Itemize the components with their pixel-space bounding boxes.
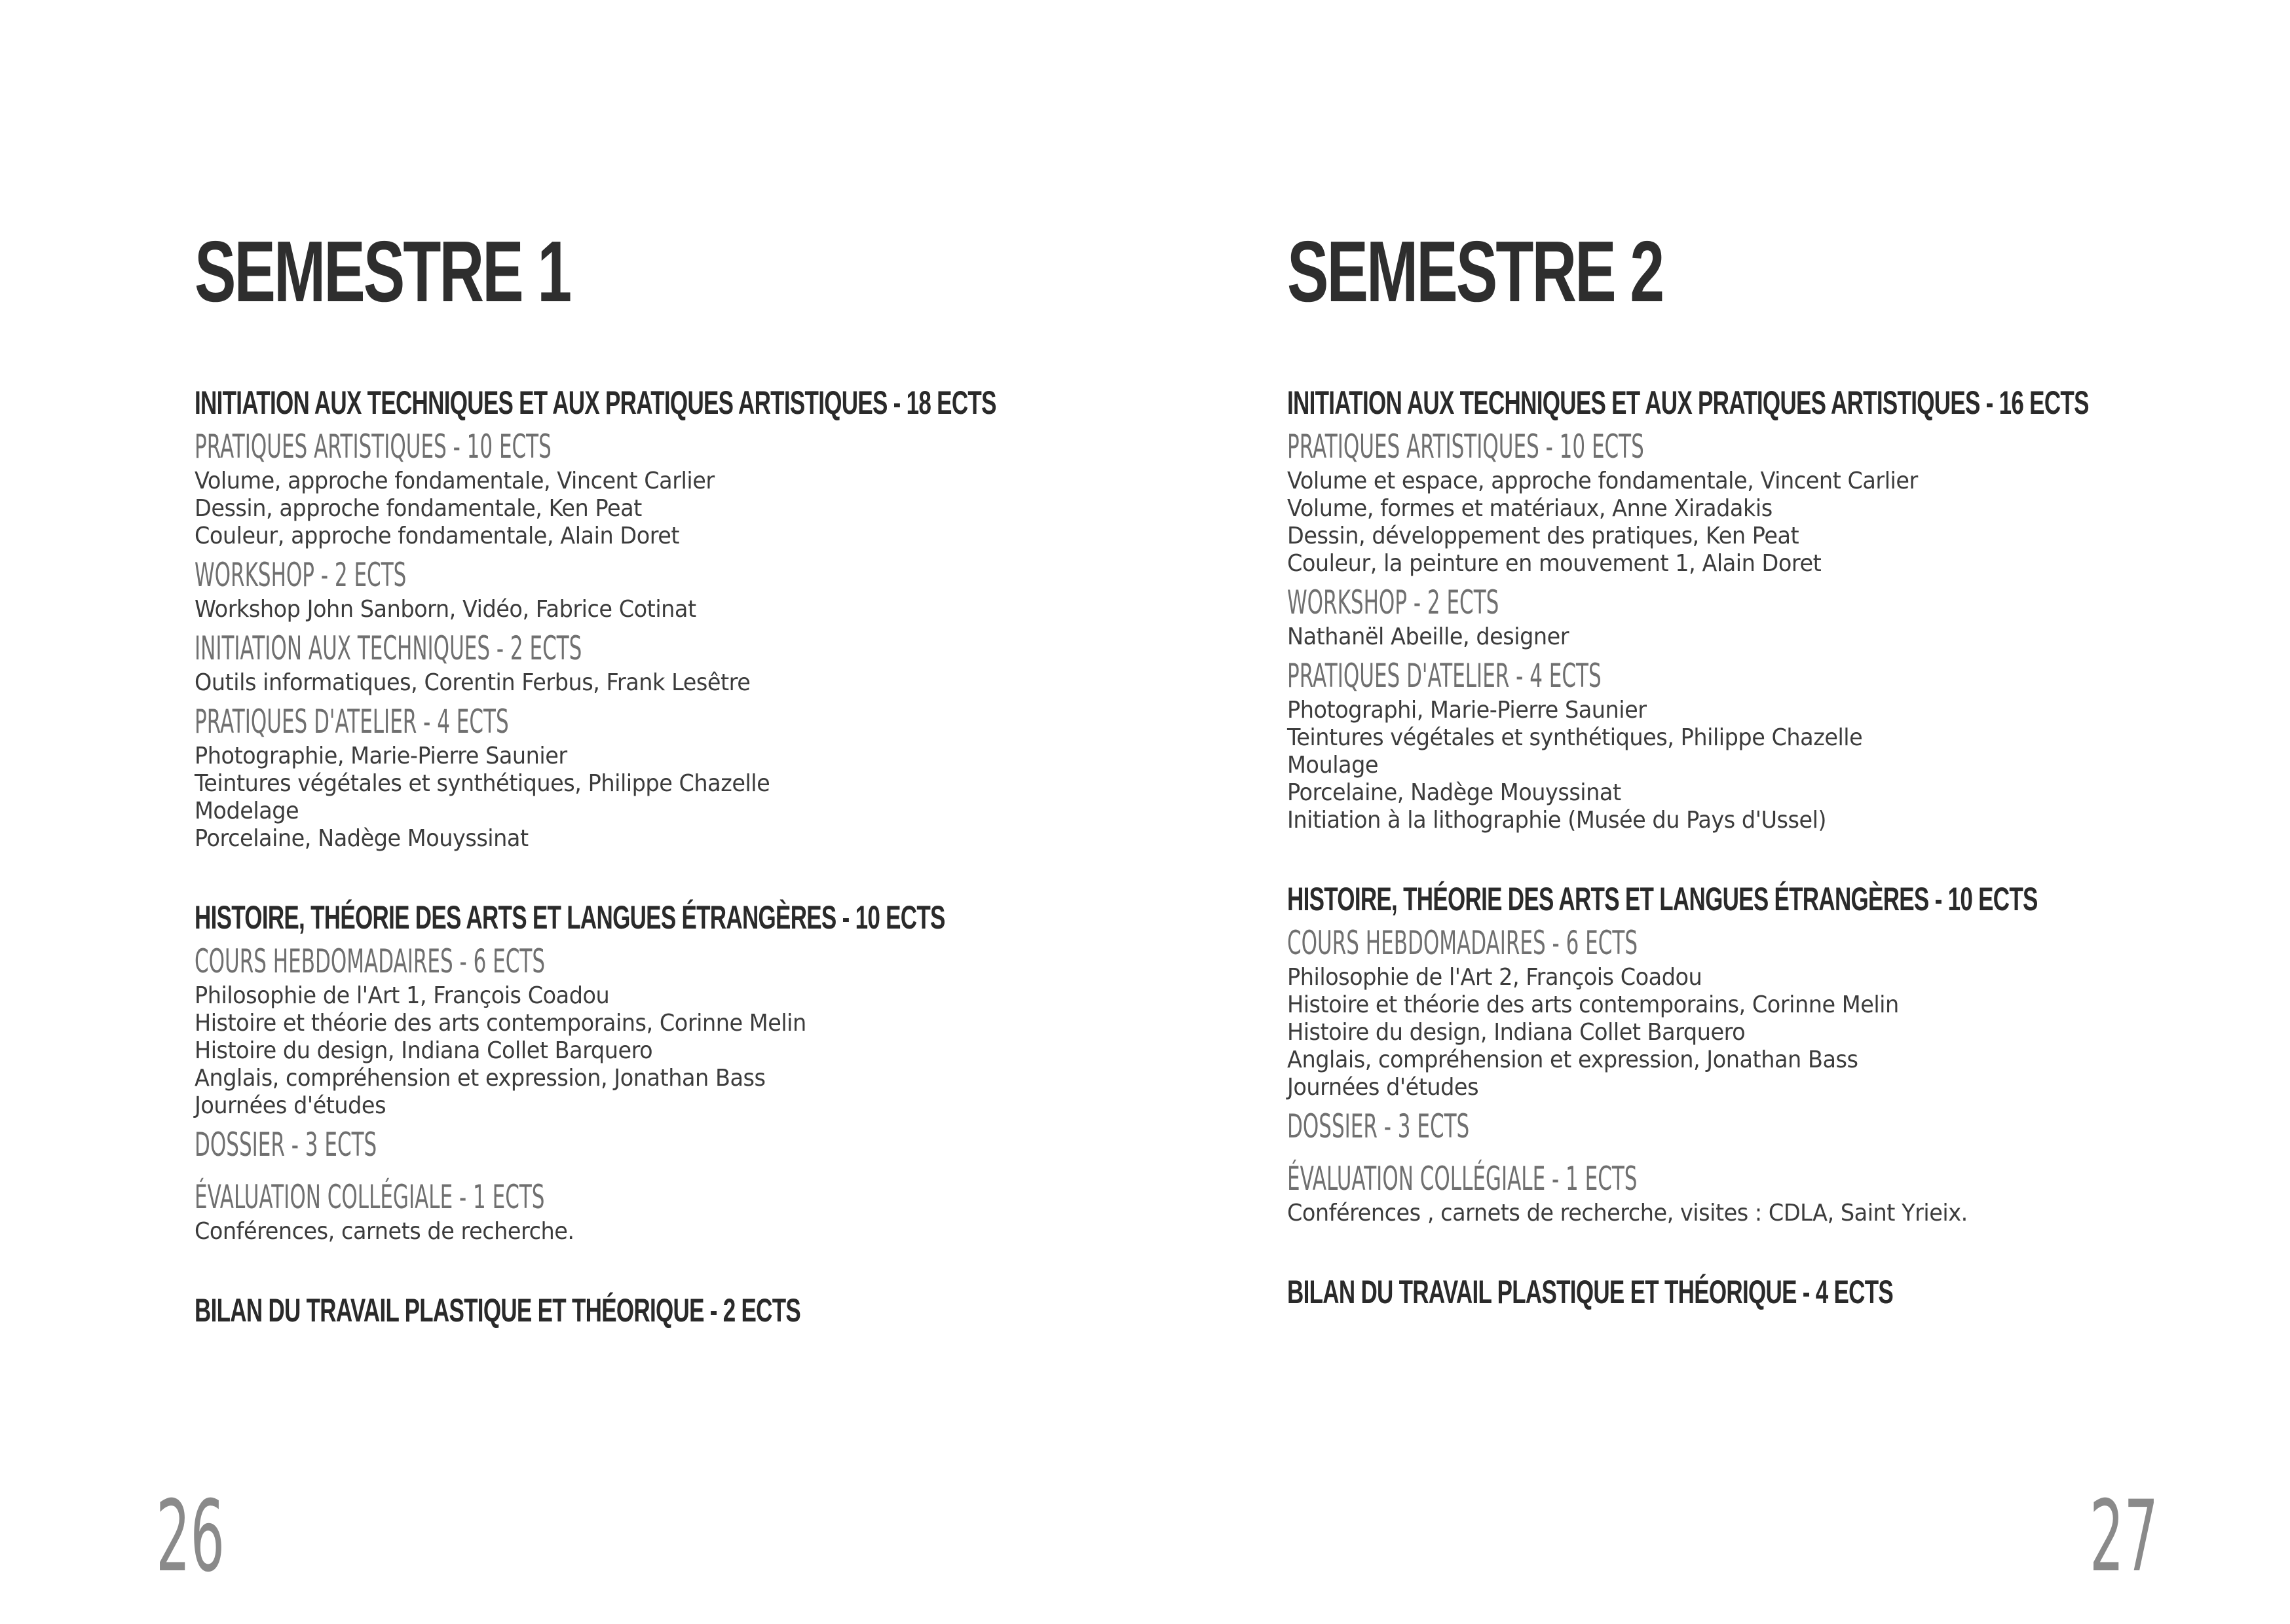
course-block-title: BILAN DU TRAVAIL PLASTIQUE ET THÉORIQUE - 4 ECTS xyxy=(1287,1274,1894,1310)
semester-title: SEMESTRE 1 xyxy=(195,223,571,320)
course-subsection xyxy=(1287,1158,2204,1227)
course-list xyxy=(195,982,1112,1120)
course-item: Teintures végétales et synthétiques, Philippe Chazelle xyxy=(195,770,770,797)
course-item: Porcelaine, Nadège Mouyssinat xyxy=(1287,779,1621,806)
course-item: Couleur, la peinture en mouvement 1, Alain Doret xyxy=(1287,550,1822,577)
subsection-title: PRATIQUES ARTISTIQUES - 10 ECTS xyxy=(195,428,552,466)
course-item: Porcelaine, Nadège Mouyssinat xyxy=(195,825,529,852)
course-item: Histoire du design, Indiana Collet Barquero xyxy=(1287,1019,1746,1046)
course-subsection xyxy=(1287,426,2204,578)
course-item: Conférences, carnets de recherche. xyxy=(195,1218,574,1245)
course-subsection xyxy=(195,1124,1112,1166)
semester-title: SEMESTRE 2 xyxy=(1287,223,1663,320)
course-item: Journées d'études xyxy=(195,1092,386,1119)
course-item: Teintures végétales et synthétiques, Philippe Chazelle xyxy=(1287,724,1863,751)
course-item: Anglais, compréhension et expression, Jonathan Bass xyxy=(195,1065,766,1092)
subsection-title: COURS HEBDOMADAIRES - 6 ECTS xyxy=(195,942,545,980)
course-item: Photographi, Marie-Pierre Saunier xyxy=(1287,697,1647,724)
course-block xyxy=(1287,1272,2204,1312)
course-block xyxy=(195,382,1112,853)
course-subsection xyxy=(195,940,1112,1120)
course-item: Dessin, développement des pratiques, Ken Peat xyxy=(1287,523,1799,549)
course-subsection xyxy=(195,627,1112,697)
subsection-title: PRATIQUES ARTISTIQUES - 10 ECTS xyxy=(1287,428,1644,466)
course-item: Philosophie de l'Art 1, François Coadou xyxy=(195,982,610,1009)
course-item: Couleur, approche fondamentale, Alain Doret xyxy=(195,523,680,549)
course-block xyxy=(1287,382,2204,834)
course-item: Outils informatiques, Corentin Ferbus, Frank Lesêtre xyxy=(195,669,751,696)
subsection-title: ÉVALUATION COLLÉGIALE - 1 ECTS xyxy=(1287,1160,1638,1198)
semester-title-container xyxy=(1287,223,2204,321)
subsection-title: DOSSIER - 3 ECTS xyxy=(1287,1107,1470,1145)
course-item: Anglais, compréhension et expression, Jonathan Bass xyxy=(1287,1046,1858,1073)
page-number: 27 xyxy=(2090,1480,2158,1594)
subsection-title: WORKSHOP - 2 ECTS xyxy=(1287,583,1499,621)
course-subsection xyxy=(195,426,1112,550)
subsection-title: WORKSHOP - 2 ECTS xyxy=(195,556,407,594)
course-item: Conférences , carnets de recherche, visites : CDLA, Saint Yrieix. xyxy=(1287,1200,1968,1227)
course-list xyxy=(1287,964,2204,1101)
subsection-title: PRATIQUES D'ATELIER - 4 ECTS xyxy=(1287,657,1602,695)
course-item: Initiation à la lithographie (Musée du Pays d'Ussel) xyxy=(1287,807,1827,834)
course-item: Nathanël Abeille, designer xyxy=(1287,623,1569,650)
right-column xyxy=(1287,223,2204,1357)
course-item: Moulage xyxy=(1287,752,1379,779)
course-list xyxy=(195,669,1112,697)
course-list xyxy=(195,743,1112,853)
course-subsection xyxy=(1287,1105,2204,1147)
right-page xyxy=(1145,0,2290,1624)
course-subsection xyxy=(195,1176,1112,1246)
course-block xyxy=(195,1290,1112,1331)
course-list xyxy=(195,1218,1112,1246)
course-item: Histoire du design, Indiana Collet Barquero xyxy=(195,1037,653,1064)
course-list xyxy=(1287,623,2204,651)
course-subsection xyxy=(1287,655,2204,834)
course-item: Modelage xyxy=(195,798,299,824)
course-block xyxy=(195,897,1112,1246)
course-item: Philosophie de l'Art 2, François Coadou xyxy=(1287,964,1702,991)
course-item: Dessin, approche fondamentale, Ken Peat xyxy=(195,495,642,522)
course-list xyxy=(195,468,1112,550)
course-block-title: HISTOIRE, THÉORIE DES ARTS ET LANGUES ÉTRANGÈRES - 10 ECTS xyxy=(195,899,945,936)
subsection-title: ÉVALUATION COLLÉGIALE - 1 ECTS xyxy=(195,1178,545,1216)
course-item: Volume, formes et matériaux, Anne Xiradakis xyxy=(1287,495,1773,522)
course-item: Journées d'études xyxy=(1287,1074,1479,1101)
course-list xyxy=(1287,1200,2204,1227)
course-subsection xyxy=(195,701,1112,853)
course-block xyxy=(1287,879,2204,1227)
course-block-title: INITIATION AUX TECHNIQUES ET AUX PRATIQUES ARTISTIQUES - 16 ECTS xyxy=(1287,384,2089,421)
course-list xyxy=(1287,468,2204,578)
course-item: Histoire et théorie des arts contemporains, Corinne Melin xyxy=(1287,991,1899,1018)
course-subsection xyxy=(1287,581,2204,651)
course-item: Workshop John Sanborn, Vidéo, Fabrice Cotinat xyxy=(195,596,696,623)
course-subsection xyxy=(195,554,1112,623)
course-list xyxy=(195,596,1112,623)
course-item: Histoire et théorie des arts contemporains, Corinne Melin xyxy=(195,1010,806,1037)
left-column xyxy=(195,223,1112,1375)
subsection-title: INITIATION AUX TECHNIQUES - 2 ECTS xyxy=(195,629,582,667)
course-block-title: INITIATION AUX TECHNIQUES ET AUX PRATIQUES ARTISTIQUES - 18 ECTS xyxy=(195,384,996,421)
course-list xyxy=(1287,697,2204,834)
semester-title-container xyxy=(195,223,1112,321)
course-item: Volume, approche fondamentale, Vincent Carlier xyxy=(195,468,715,494)
subsection-title: COURS HEBDOMADAIRES - 6 ECTS xyxy=(1287,924,1638,962)
subsection-title: PRATIQUES D'ATELIER - 4 ECTS xyxy=(195,703,509,741)
subsection-title: DOSSIER - 3 ECTS xyxy=(195,1126,377,1164)
page-number: 26 xyxy=(156,1480,225,1594)
course-item: Volume et espace, approche fondamentale, Vincent Carlier xyxy=(1287,468,1918,494)
course-item: Photographie, Marie-Pierre Saunier xyxy=(195,743,567,769)
course-block-title: HISTOIRE, THÉORIE DES ARTS ET LANGUES ÉTRANGÈRES - 10 ECTS xyxy=(1287,881,2038,917)
course-block-title: BILAN DU TRAVAIL PLASTIQUE ET THÉORIQUE - 2 ECTS xyxy=(195,1292,801,1329)
course-subsection xyxy=(1287,922,2204,1101)
